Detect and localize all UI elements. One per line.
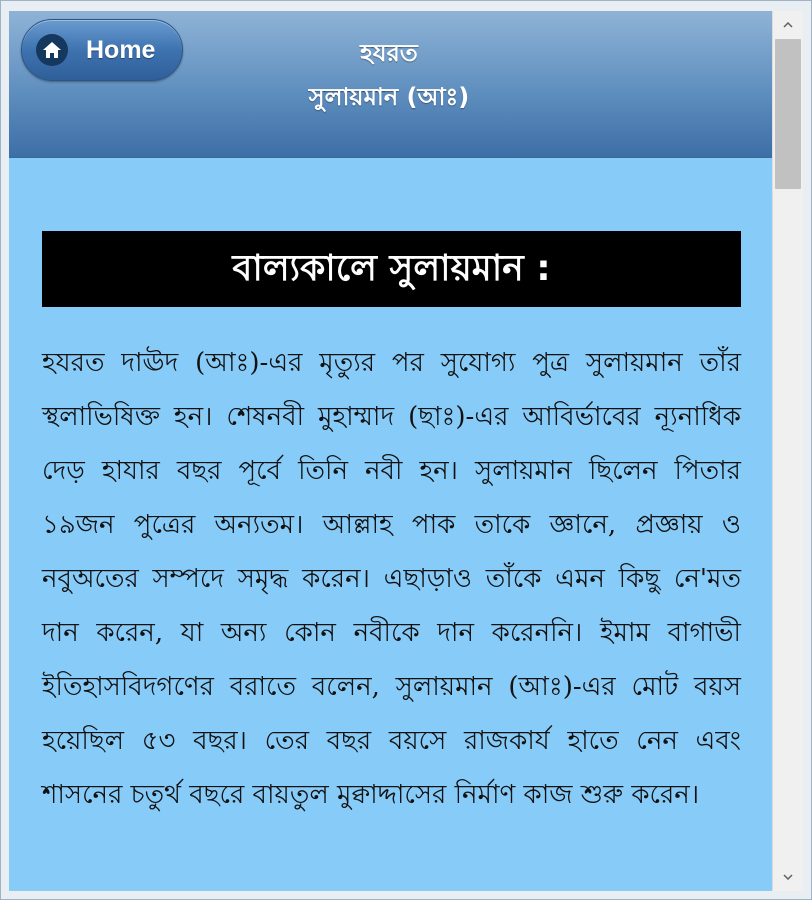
page-title-line-1: হযরত — [360, 39, 418, 67]
scrollbar-thumb[interactable] — [775, 39, 801, 189]
section-heading: বাল্যকালে সুলায়মান : — [42, 231, 741, 307]
chevron-down-icon[interactable] — [773, 865, 803, 889]
article-paragraph: হযরত দাঊদ (আঃ)-এর মৃত্যুর পর সুযোগ্য পুত্র সুলায়মান তাঁর স্থলাভিষিক্ত হন। শেষনবী মুহাম্মাদ (ছাঃ)-এর আবির্ভাবের ন্যূনাধিক দেড় হাযার বছর পূর্বে তিনি নবী হন। সুলায়মান ছিলেন পিতার ১৯জন পুত্রের অন্যতম। আল্লাহ পাক তাকে জ্ঞানে, প্রজ্ঞায় ও নবুঅতের সম্পদে সমৃদ্ধ করেন। এছাড়াও তাঁকে এমন কিছু নে'মত দান করেন, যা অন্য কোন নবীকে দান করেননি। ইমাম বাগাভী ইতিহাসবিদগণের বরাতে বলেন, সুলায়মান (আঃ)-এর মোট বয়স হয়েছিল ৫৩ বছর। তের বছর বয়সে রাজকার্য হাতে নেন এবং শাসনের চতুর্থ বছরে বায়তুল মুক্বাদ্দাসের নির্মাণ কাজ শুরু করেন। — [42, 348, 741, 810]
page-title — [239, 31, 539, 119]
home-icon — [36, 34, 68, 66]
vertical-scrollbar[interactable] — [772, 11, 803, 891]
home-button[interactable] — [21, 19, 183, 81]
article-content — [9, 158, 772, 891]
page-viewport — [9, 11, 772, 891]
header-bar — [9, 11, 772, 158]
page-title-line-2: সুলায়মান (আঃ) — [308, 83, 470, 111]
home-button-label: Home — [86, 35, 156, 64]
chevron-up-icon[interactable] — [773, 13, 803, 37]
